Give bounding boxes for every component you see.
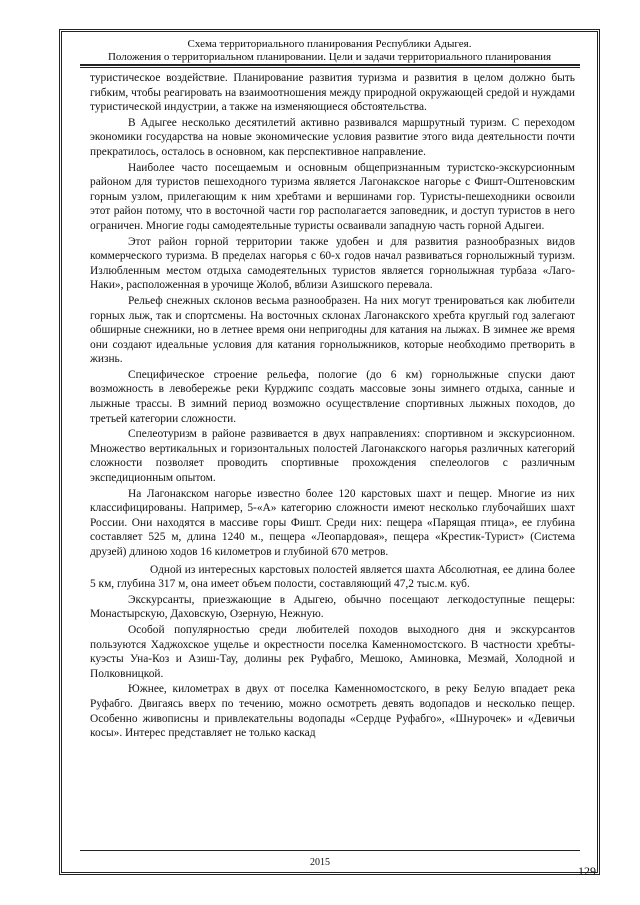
paragraph: На Лагонакском нагорье известно более 120 карстовых шахт и пещер. Многие из них классифицированы. Например, 5-«А» категорию сложности имеют несколько глубочайших шахт России. Они находятся в массиве горы Фишт. Среди них: пещера «Парящая птица», ее глубина составляет 525 м, длина 1240 м., пещера «Леопардовая», пещера «Крестик-Турист» (Система друзей) длиною ходов 16 километров и глубиной 670 метров. bbox=[90, 487, 575, 558]
paragraph: Одной из интересных карстовых полостей является шахта Абсолютная, ее длина более 5 км, глубина 317 м, она имеет объем полости, составляющий 47,2 тыс.м. куб. bbox=[90, 563, 575, 591]
paragraph: Наиболее часто посещаемым и основным общепризнанным туристско-экскурсионным районом для туристов пешеходного туризма является Лагонакское нагорье с Фишт-Оштеновским горным узлом, прилегающим к ним хребтами и вершинами гор. Туристы-пешеходники освоили этот район потому, что в восточной части гор располагается заповедник, и доступ туристов в него ограничен. Многие годы самодеятельные туристы осваивали западную часть горной Адыгеи. bbox=[90, 161, 575, 232]
header-title: Схема территориального планирования Республики Адыгея. bbox=[187, 38, 472, 50]
header-subtitle: Положения о территориальном планировании. Цели и задачи территориального планирования bbox=[107, 51, 552, 63]
paragraph: В Адыгее несколько десятилетий активно развивался маршрутный туризм. С переходом экономики государства на новые экономические условия развитие этого вида деятельности почти прекратилось, осталось в основном, как перспективное направление. bbox=[90, 116, 575, 158]
footer-rule bbox=[80, 850, 580, 851]
paragraph: Специфическое строение рельефа, пологие (до 6 км) горнолыжные спуски дают возможность в левобережье реки Курджипс создать массовые зоны зимнего отдыха, санные и лыжные трассы. В зимний период возможно осуществление спортивных лыжных походов, до третьей категории сложности. bbox=[90, 368, 575, 425]
header-rule bbox=[80, 64, 580, 66]
paragraph: Рельеф снежных склонов весьма разнообразен. На них могут тренироваться как любители горных лыж, так и спортсмены. На восточных склонах Лагонакского хребта круглый год залегают обширные снежники, но в летнее время они непригодны для катания на лыжах. В зимнее же время они создают идеальные условия для катания горнолыжников, которые необходимо претворить в жизнь. bbox=[90, 294, 575, 366]
paragraph: туристическое воздействие. Планирование развития туризма и развития в целом должно быть гибким, чтобы реагировать на взаимоотношения между природной окружающей средой и нуждами туристической индустрии, а также на изменяющиеся обстоятельства. bbox=[90, 72, 575, 114]
header-rule-thin bbox=[80, 67, 580, 68]
page-number: 129 bbox=[578, 864, 596, 878]
paragraph: Экскурсанты, приезжающие в Адыгею, обычно посещают легкодоступные пещеры: Монастырскую, Даховскую, Озерную, Нежную. bbox=[90, 593, 575, 621]
footer-year: 2015 bbox=[310, 857, 330, 868]
document-body bbox=[90, 71, 575, 742]
page-header bbox=[62, 38, 597, 64]
paragraph: Особой популярностью среди любителей походов выходного дня и экскурсантов пользуются Хаджохское ущелье и окрестности поселка Каменномостского. В частности хребты-куэсты Уна-Коз и Азиш-Тау, долины рек Руфабго, Мешоко, Аминовка, Мезмай, Холодной и Полковницкой. bbox=[90, 623, 575, 680]
paragraph: Спелеотуризм в районе развивается в двух направлениях: спортивном и экскурсионном. Множество вертикальных и горизонтальных полостей Лагонакского нагорья различных категорий сложности позволяет проводить спортивные прохождения спелеологов с различным экспедиционным опытом. bbox=[90, 428, 575, 485]
paragraph: Этот район горной территории также удобен и для развития разнообразных видов коммерческого туризма. В пределах нагорья с 60-х годов начал развиваться горнолыжный туризм. Излюбленным местом отдыха самодеятельных туристов является горнолыжная турбаза «Лаго-Наки», расположенная в урочище Жолоб, вблизи Азишского перевала. bbox=[90, 235, 575, 292]
paragraph: Южнее, километрах в двух от поселка Каменномостского, в реку Белую впадает река Руфабго. Двигаясь вверх по течению, можно осмотреть девять водопадов и несколько пещер. Особенно живописны и привлекательны водопады «Сердце Руфабго», «Шнурочек» и «Девичьи косы». Интерес представляет не только каскад bbox=[90, 683, 575, 740]
